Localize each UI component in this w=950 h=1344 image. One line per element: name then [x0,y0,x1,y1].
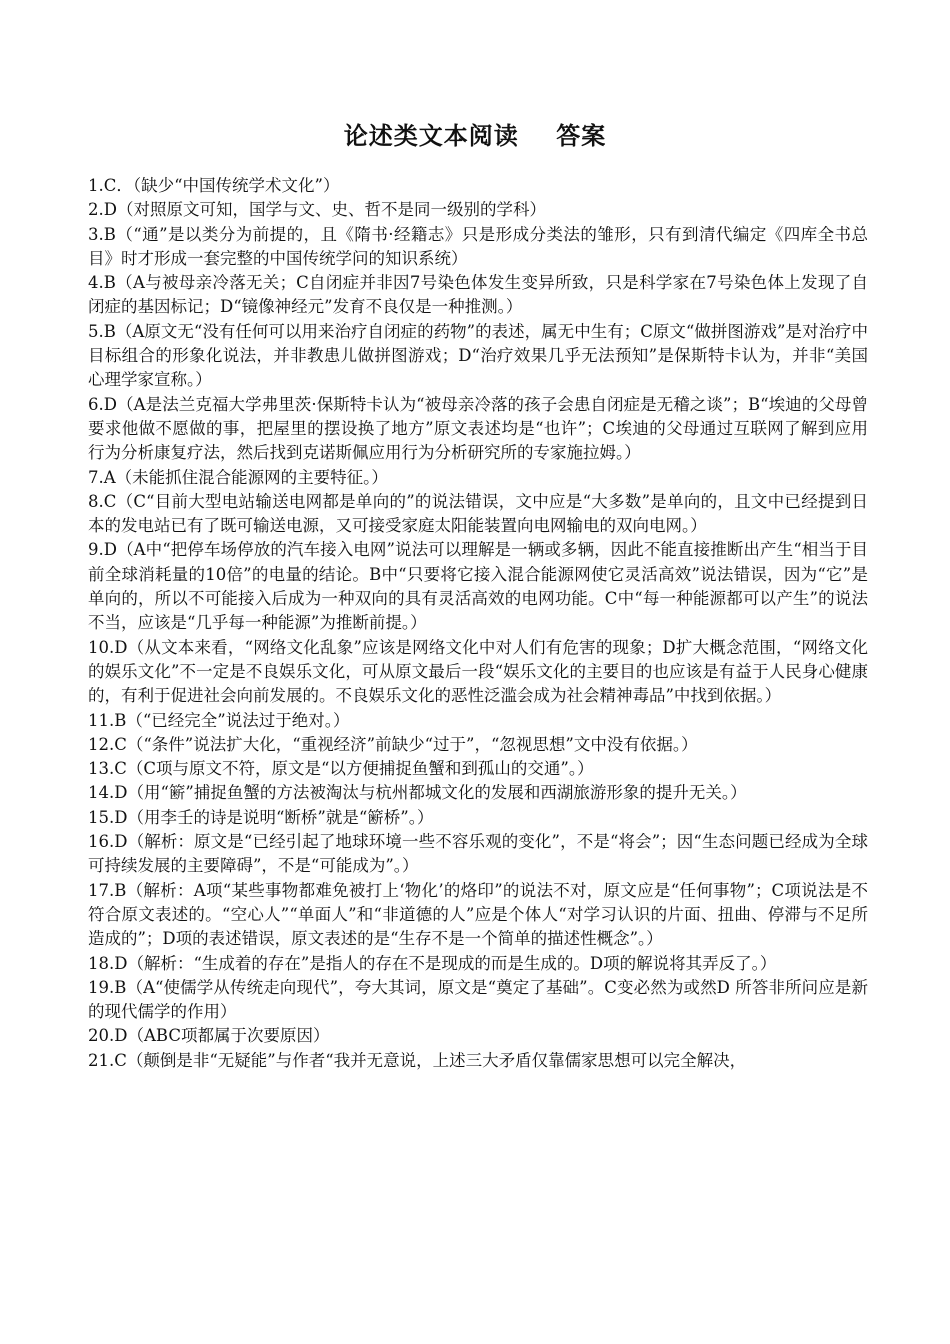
answer-item: 8.C（C“目前大型电站输送电网都是单向的”的说法错误，文中应是“大多数”是单向的，且文中已经提到日本的发电站已有了既可输送电源，又可接受家庭太阳能装置向电网输电的双向电网。） [88,491,868,536]
answer-item: 14.D（用“簖”捕捉鱼蟹的方法被淘汰与杭州都城文化的发展和西湖旅游形象的提升无关。） [88,783,747,803]
page-title: 论述类文本阅读 答案 [343,122,607,150]
answer-item: 21.C（颠倒是非“无疑能”与作者“我并无意说，上述三大矛盾仅靠儒家思想可以完全解决， [88,1050,747,1070]
answer-item: 19.B（A“使儒学从传统走向现代”，夸大其词，原文是“奠定了基础”。C变必然为或然D 所答非所问应是新的现代儒学的作用） [88,977,868,1022]
answer-item: 17.B（解析：A项“某些事物都难免被打上‘物化’的烙印”的说法不对，原文应是“任何事物”；C项说法是不符合原文表述的。“空心人”“单面人”和“非道德的人”应是个体人“对学习认识的片面、扭曲、停滞与不足所造成的”；D项的表述错误，原文表述的是“生存不是一个简单的描述性概念”。） [88,880,868,949]
answer-item: 1.C．（缺少“中国传统学术文化”） [88,176,340,195]
answer-item: 4.B（A与被母亲冷落无关；C自闭症并非因7号染色体发生变异所致，只是科学家在7号染色体上发现了自闭症的基因标记；D“镜像神经元”发育不良仅是一种推测。） [88,273,868,317]
answer-item: 7.A（未能抓住混合能源网的主要特征。） [88,467,388,487]
answer-item: 20.D（ABC项都属于次要原因） [88,1026,330,1046]
answer-item: 12.C（“条件”说法扩大化，“重视经济”前缺少“过于”，“忽视思想”文中没有依据。） [88,734,698,754]
answer-item: 10.D（从文本来看，“网络文化乱象”应该是网络文化中对人们有危害的现象；D扩大概念范围，“网络文化的娱乐文化”不一定是不良娱乐文化，可从原文最后一段“娱乐文化的主要目的也应该是有益于人民身心健康的，有利于促进社会向前发展的。不良娱乐文化的恶性泛滥会成为社会精神毒品”中找到依据。） [88,637,868,706]
answer-item: 9.D（A中“把停车场停放的汽车接入电网”说法可以理解是一辆或多辆，因此不能直接推断出产生“相当于目前全球消耗量的10倍”的电量的结论。B中“只要将它接入混合能源网使它灵活高效”说法错误，因为“它”是单向的，所以不可能接入后成为一种双向的具有灵活高效的电网功能。C中“每一种能源都可以产生”的说法不当，应该是“几乎每一种能源”为推断前提。） [88,540,868,633]
answer-item: 13.C（C项与原文不符，原文是“以方便捕捉鱼蟹和到孤山的交通”。） [88,759,594,779]
answer-item: 2.D（对照原文可知，国学与文、史、哲不是同一级别的学科） [88,200,546,220]
answer-item: 6.D（A是法兰克福大学弗里茨·保斯特卡认为“被母亲冷落的孩子会患自闭症是无稽之谈”；B“埃迪的父母曾要求他做不愿做的事，把屋里的摆设换了地方”原文表述均是“也许”；C埃迪的父母通过互联网了解到应用行为分析康复疗法，然后找到克诺斯佩应用行为分析研究所的专家施拉姆。） [88,394,868,463]
answer-item: 5.B（A原文无“没有任何可以用来治疗自闭症的药物”的表述，属无中生有；C原文“做拼图游戏”是对治疗中目标组合的形象化说法，并非教患儿做拼图游戏；D“治疗效果几乎无法预知”是保斯特卡认为，并非“美国心理学家宣称。） [88,321,868,390]
answer-list [88,174,868,1073]
answer-item: 16.D（解析：原文是“已经引起了地球环境一些不容乐观的变化”，不是“将会”；因“生态问题已经成为全球可持续发展的主要障碍”，不是“可能成为”。） [88,832,868,876]
answer-item: 3.B（“通”是以类分为前提的，且《隋书·经籍志》只是形成分类法的雏形，只有到清代编定《四库全书总目》时才形成一套完整的中国传统学问的知识系统） [88,224,868,268]
answer-item: 11.B（“已经完全”说法过于绝对。） [88,710,350,730]
answer-item: 15.D（用李壬的诗是说明“断桥”就是“簖桥”。） [88,807,434,827]
answer-item: 18.D（解析：“生成着的存在”是指人的存在不是现成的而是生成的。D项的解说将其弄反了。） [88,953,777,973]
